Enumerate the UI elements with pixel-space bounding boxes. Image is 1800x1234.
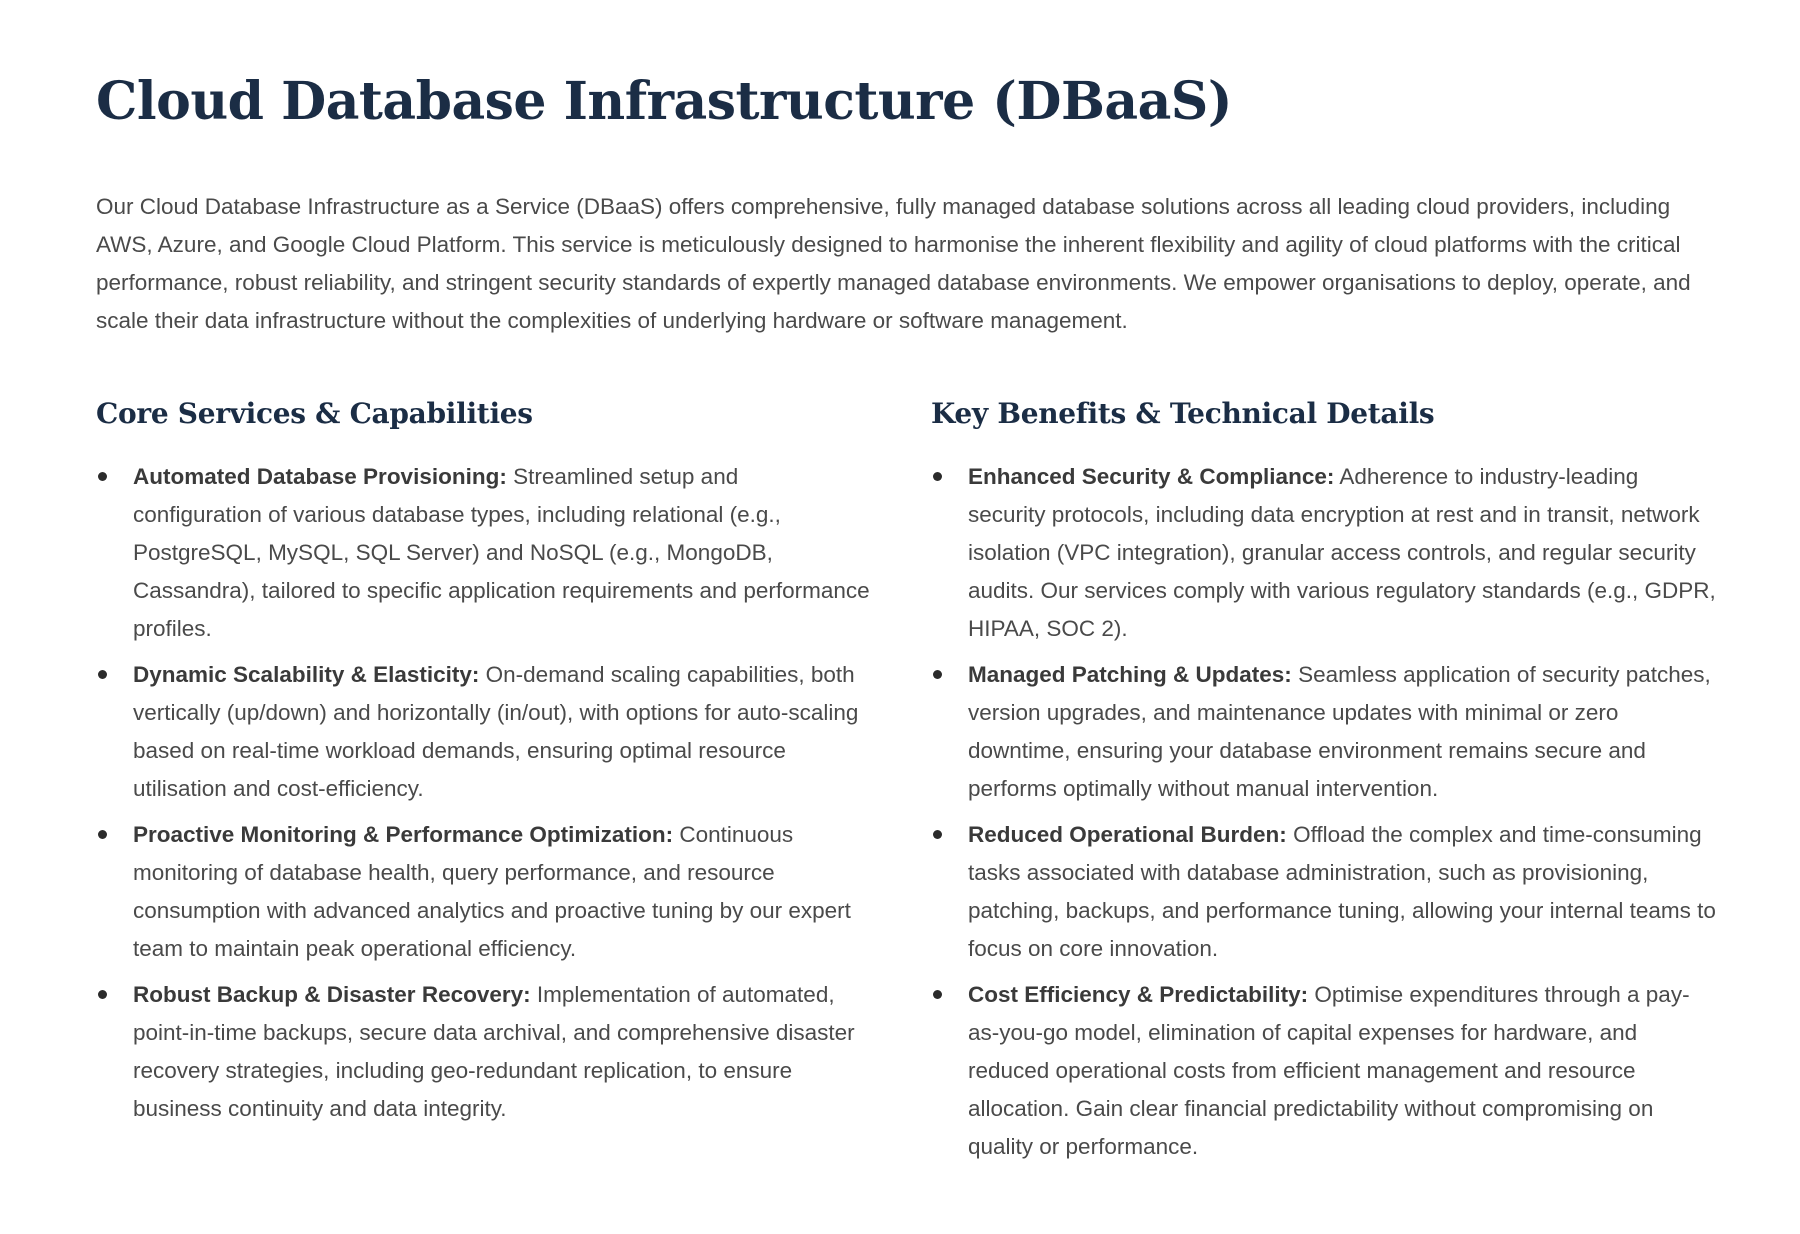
bullet-icon bbox=[98, 670, 107, 679]
bullet-icon bbox=[933, 670, 942, 679]
list-item-text: Implementation of automated, point-in-time backups, secure data archival, and comprehensive disaster recovery strategies, including geo-redundant replication, to ensure business continuity and data integrity. bbox=[133, 982, 855, 1121]
list-item-title: Reduced Operational Burden: bbox=[968, 822, 1287, 847]
document-page bbox=[96, 62, 1716, 1174]
list-item-text: Optimise expenditures through a pay-as-you-go model, elimination of capital expenses for hardware, and reduced operational costs from efficient management and resource allocation. Gain clear financial predictability without compromising on quality or performance. bbox=[968, 982, 1690, 1159]
list-item bbox=[931, 976, 1716, 1166]
list-item bbox=[96, 458, 871, 648]
list-item-title: Enhanced Security & Compliance: bbox=[968, 464, 1335, 489]
list-item-text: On-demand scaling capabilities, both vertically (up/down) and horizontally (in/out), with options for auto-scaling based on real-time workload demands, ensuring optimal resource utilisation and cost-efficiency. bbox=[133, 662, 859, 801]
list-item bbox=[96, 976, 871, 1128]
core-services-column bbox=[96, 392, 871, 1174]
list-item-title: Automated Database Provisioning: bbox=[133, 464, 507, 489]
bullet-icon bbox=[98, 990, 107, 999]
two-column-section bbox=[96, 392, 1716, 1174]
bullet-icon bbox=[933, 990, 942, 999]
intro-paragraph: Our Cloud Database Infrastructure as a Service (DBaaS) offers comprehensive, fully managed database solutions across all leading cloud providers, including AWS, Azure, and Google Cloud Platform. This service is meticulously designed to harmonise the inherent flexibility and agility of cloud platforms with the critical performance, robust reliability, and stringent security standards of expertly managed database environments. We empower organisations to deploy, operate, and scale their data infrastructure without the complexities of underlying hardware or software management. bbox=[96, 194, 1691, 333]
list-item-title: Cost Efficiency & Predictability: bbox=[968, 982, 1309, 1007]
list-item-text: Adherence to industry-leading security protocols, including data encryption at rest and in transit, network isolation (VPC integration), granular access controls, and regular security audits. Our services comply with various regulatory standards (e.g., GDPR, HIPAA, SOC 2). bbox=[968, 464, 1716, 641]
list-item-title: Proactive Monitoring & Performance Optimization: bbox=[133, 822, 674, 847]
list-item bbox=[931, 816, 1716, 968]
bullet-icon bbox=[933, 830, 942, 839]
core-services-heading: Core Services & Capabilities bbox=[96, 397, 533, 430]
list-item-text: Continuous monitoring of database health, query performance, and resource consumption with advanced analytics and proactive tuning by our expert team to maintain peak operational efficiency. bbox=[133, 822, 851, 961]
bullet-icon bbox=[933, 472, 942, 481]
list-item bbox=[931, 656, 1716, 808]
key-benefits-list bbox=[931, 458, 1716, 1166]
bullet-icon bbox=[98, 830, 107, 839]
list-item bbox=[96, 656, 871, 808]
core-services-list bbox=[96, 458, 871, 1128]
list-item-title: Dynamic Scalability & Elasticity: bbox=[133, 662, 480, 687]
list-item-text: Offload the complex and time-consuming tasks associated with database administration, such as provisioning, patching, backups, and performance tuning, allowing your internal teams to focus on core innovation. bbox=[968, 822, 1716, 961]
bullet-icon bbox=[98, 472, 107, 481]
list-item bbox=[96, 816, 871, 968]
key-benefits-heading: Key Benefits & Technical Details bbox=[931, 397, 1435, 430]
list-item bbox=[931, 458, 1716, 648]
list-item-title: Robust Backup & Disaster Recovery: bbox=[133, 982, 531, 1007]
list-item-text: Streamlined setup and configuration of various database types, including relational (e.g., PostgreSQL, MySQL, SQL Server) and NoSQL (e.g., MongoDB, Cassandra), tailored to specific application requirements and performance profiles. bbox=[133, 464, 870, 641]
list-item-title: Managed Patching & Updates: bbox=[968, 662, 1292, 687]
key-benefits-column bbox=[931, 392, 1716, 1174]
list-item-text: Seamless application of security patches, version upgrades, and maintenance updates with minimal or zero downtime, ensuring your database environment remains secure and performs optimally without manual intervention. bbox=[968, 662, 1711, 801]
page-title: Cloud Database Infrastructure (DBaaS) bbox=[96, 71, 1232, 132]
